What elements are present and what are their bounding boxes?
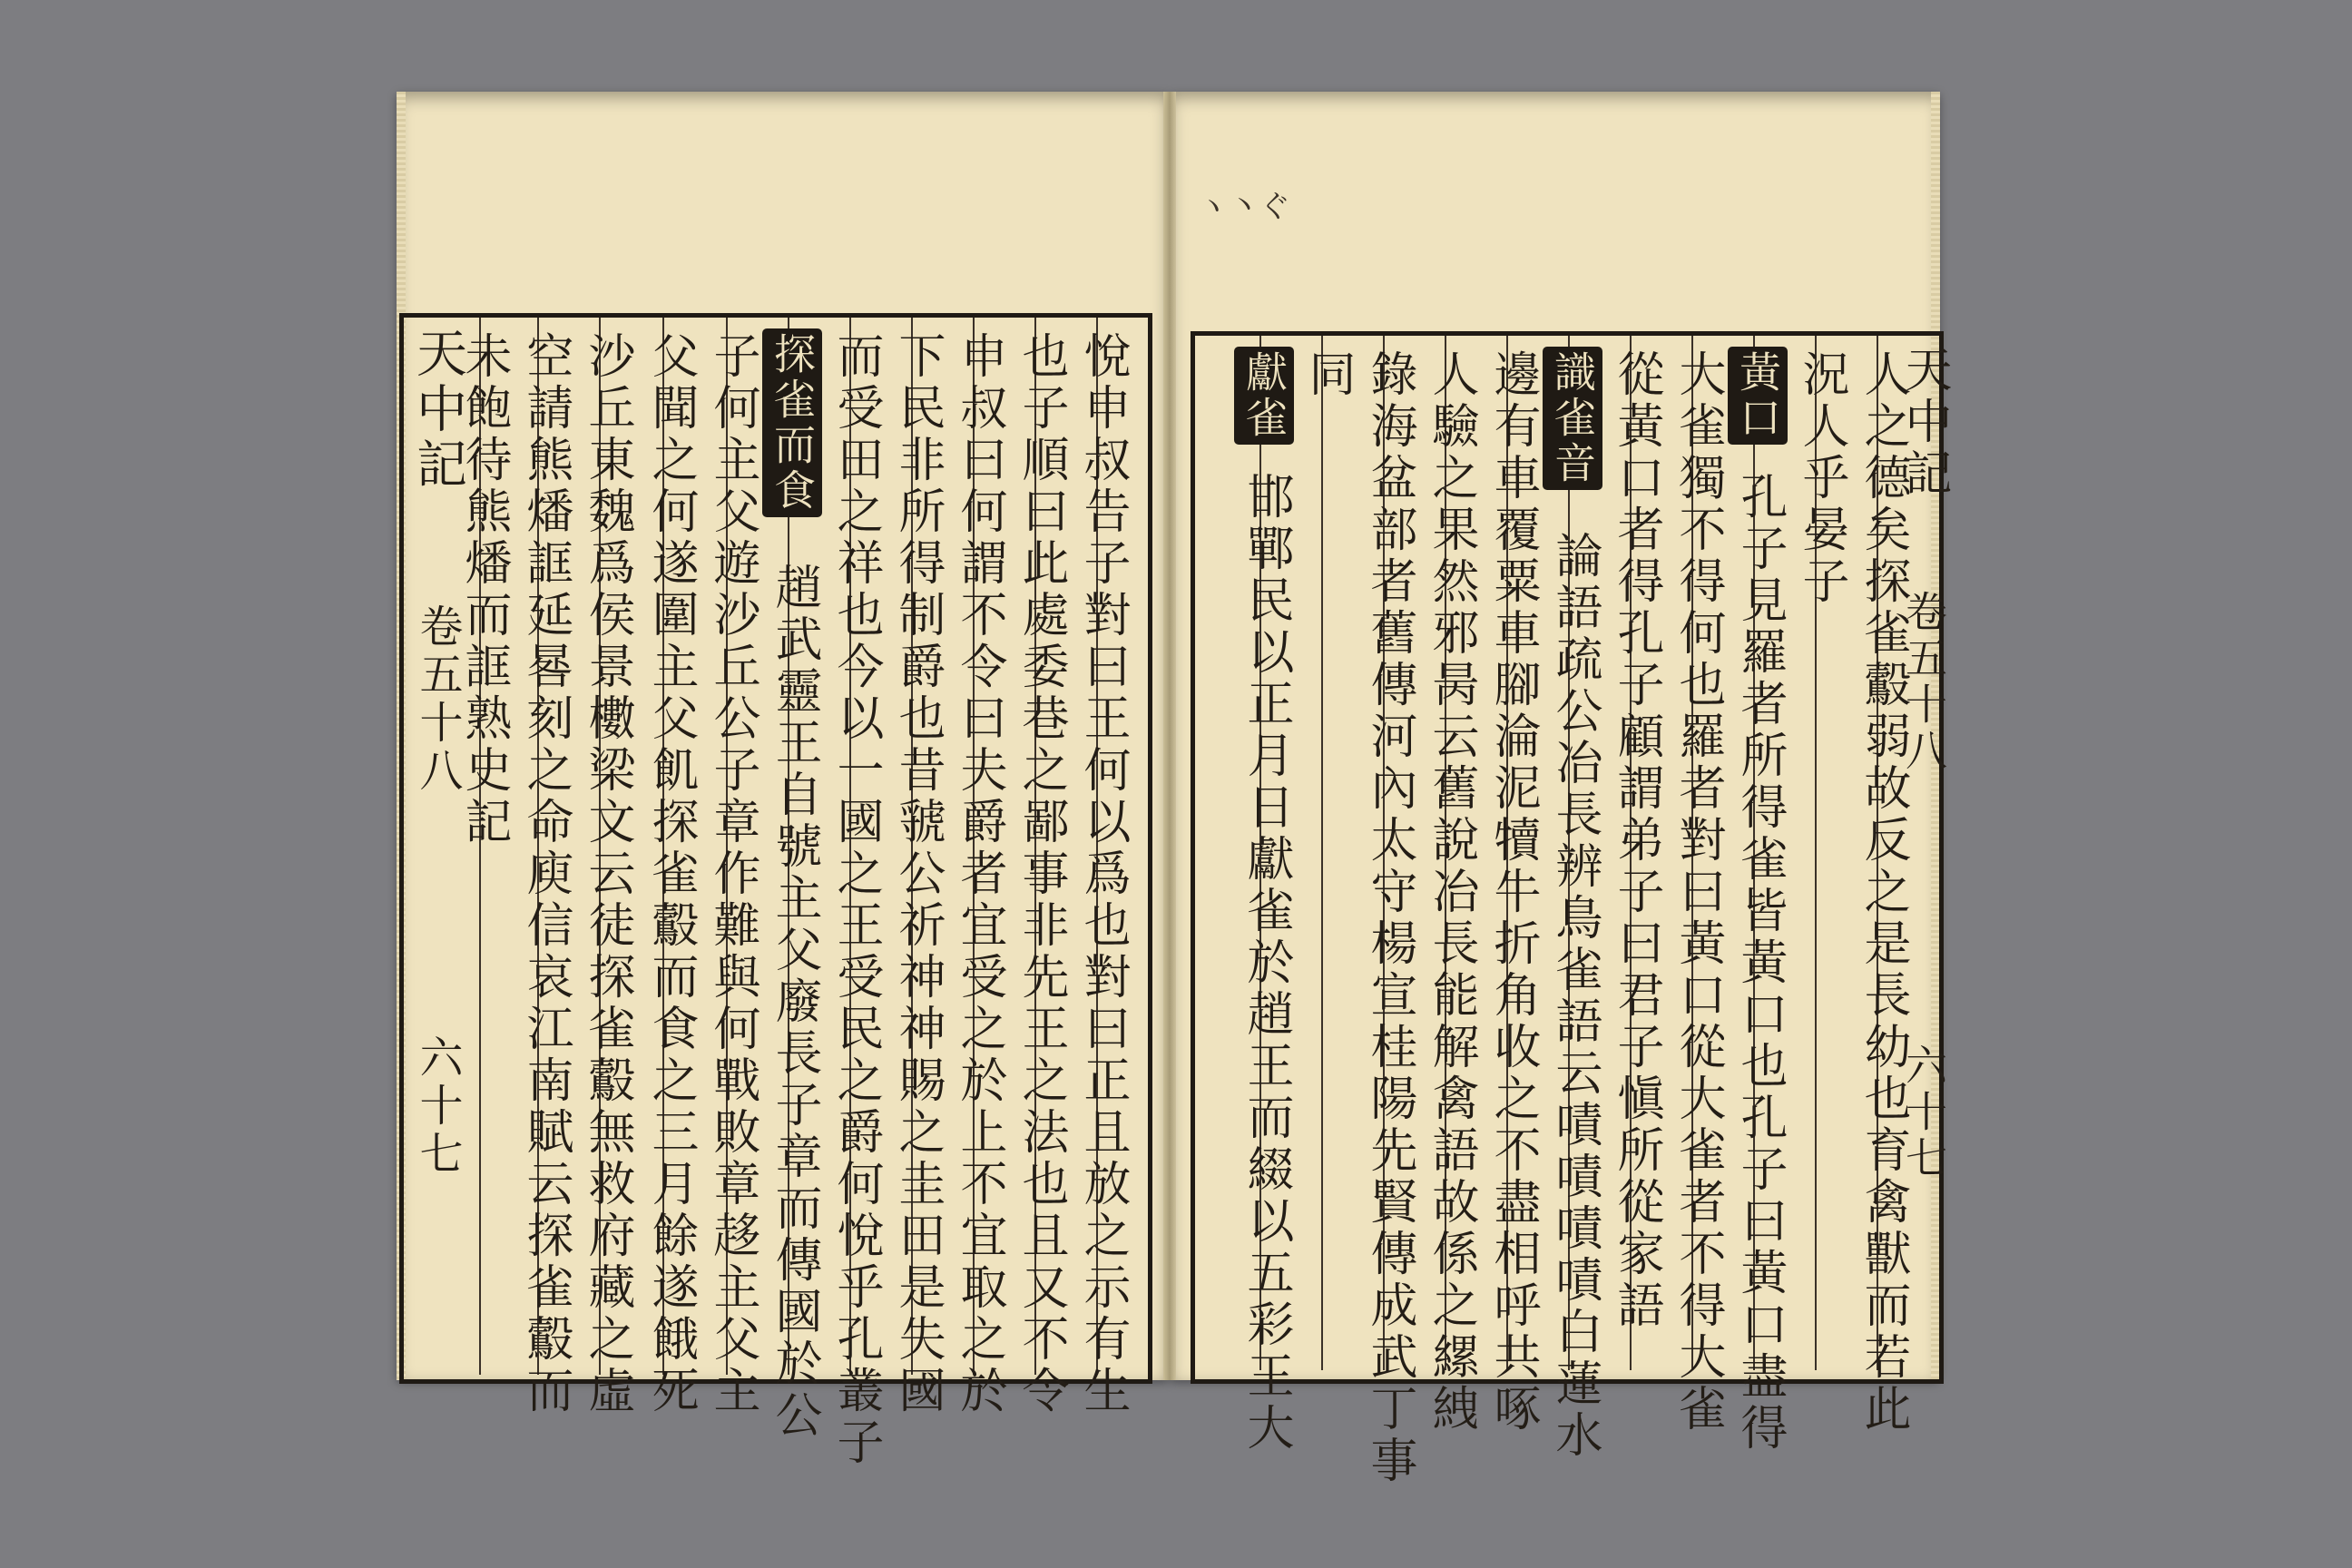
right-margin-folio: 六十七 — [1899, 1044, 1948, 1182]
heading-tag: 探雀而食 — [762, 328, 822, 517]
column-rule — [1321, 336, 1323, 1370]
text-column: 未飽待熊燔而誆熟史記 — [456, 331, 511, 848]
text-column: 父聞之何遂圍主父飢探雀鷇而食之三月餘遂餓死 — [643, 331, 698, 1417]
heading-tag: 識雀音 — [1543, 347, 1602, 490]
text-column: 申叔曰何謂不令曰夫爵者宜受之於上不宜取之於 — [952, 331, 1006, 1417]
text-column: 從黃口者得孔子顧謂弟子曰君子愼所從家語 — [1609, 349, 1663, 1332]
text-column: 同 — [1300, 349, 1355, 401]
left-margin-title: 天中記 — [408, 327, 467, 493]
text-column: 錄海盆部者舊傳河內太守楊宣桂陽先賢傳成武丁事 — [1362, 349, 1416, 1487]
text-column: 邯鄲民以正月日獻雀於趙王而綴以五彩王大 — [1239, 472, 1293, 1455]
text-column: 沙丘東魏爲侯景櫢梁文云徒探雀鷇無救府藏之虛 — [580, 331, 634, 1417]
text-column: 孔子見羅者所得雀皆黃口也孔子曰黃口盡得 — [1732, 472, 1787, 1455]
text-column: 也子順曰此處委巷之鄙事非先王之法也且又不令 — [1014, 331, 1068, 1417]
right-margin-title: 天中記 — [1896, 345, 1951, 500]
text-column: 況人乎晏子 — [1794, 349, 1848, 608]
text-column: 空請熊燔誆延晷刻之命庾信哀江南賦云探雀鷇而 — [518, 331, 573, 1417]
text-column: 人驗之果然邪昺云舊說冶長能解禽語故係之縲絏 — [1424, 349, 1478, 1436]
left-margin-folio: 六十七 — [412, 1034, 463, 1179]
text-column: 大雀獨不得何也羅者對曰黃口從大雀者不得大雀 — [1671, 349, 1725, 1436]
text-column: 而受田之祥也今以一國之王受民之爵何悅乎孔叢子 — [828, 331, 883, 1469]
right-margin-volume: 卷五十八 — [1899, 590, 1948, 775]
pencil-mark: ヽ丶ぐ — [1198, 189, 1290, 225]
text-column: 論語疏公冶長辨鳥雀語云嘖嘖嘖嘖白蓮水 — [1547, 531, 1602, 1462]
heading-tag: 獻雀 — [1234, 347, 1294, 445]
text-column: 悅申叔告子對曰王何以爲也對曰正且放之示有生 — [1075, 331, 1130, 1417]
text-column: 邊有車覆粟車腳淪泥犢牛折角收之不盡相呼共啄 — [1485, 349, 1540, 1436]
heading-tag: 黃口 — [1728, 347, 1788, 445]
text-column: 人之德矣探雀鷇弱故反之是長幼也育禽獸而若此 — [1856, 349, 1910, 1436]
book-spine — [1163, 92, 1176, 1380]
left-margin-volume: 卷五十八 — [412, 603, 463, 796]
text-column: 趙武靈王自號主父廢長子章而傳國於公 — [767, 563, 821, 1442]
text-column: 子何主父遊沙丘公子章作難與何戰敗章趍主父主 — [705, 331, 760, 1417]
text-column: 下民非所得制爵也昔虢公祈神神賜之圭田是失國 — [890, 331, 945, 1417]
